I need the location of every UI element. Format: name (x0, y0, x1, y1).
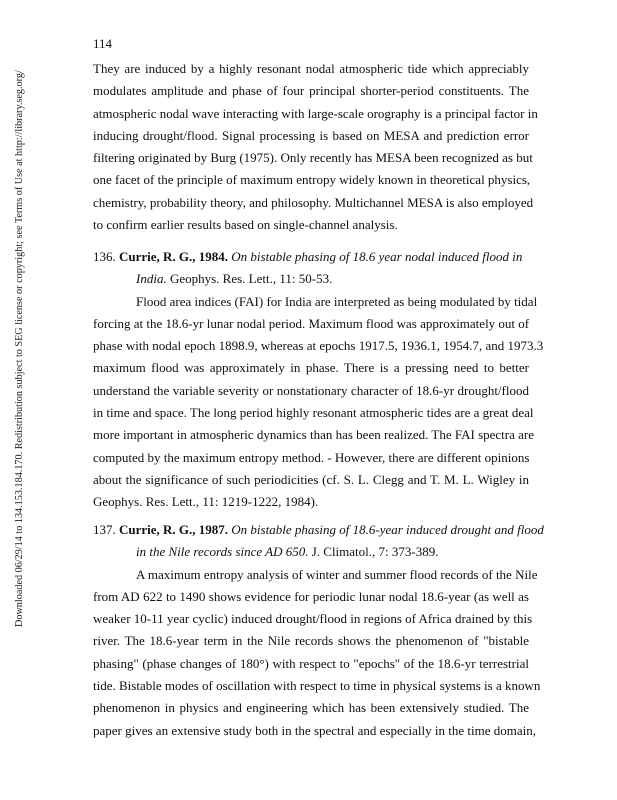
bibliography-entry-136 (93, 246, 544, 514)
entry-citation: J. Climatol., 7: 373-389. (311, 544, 439, 560)
entry-author: Currie, R. G., 1984. (119, 249, 229, 264)
entry-citation: Geophys. Res. Lett., 11: 50-53. (169, 271, 333, 287)
text-line: in time and space. The long period highly resonant atmospheric tides are a great deal (93, 405, 534, 421)
text-line: paper gives an extensive study both in the spectral and especially in the time domain, (93, 722, 536, 738)
entry-number: 137. (93, 522, 116, 537)
entry-heading (93, 519, 544, 541)
text-line: weaker 10-11 year cyclic) induced drought/flood in regions of Africa drained by this (93, 611, 533, 627)
text-line: phenomenon in physics and engineering which has been extensively studied. The (93, 700, 529, 716)
text-line: maximum flood was approximately in phase. There is a pressing need to better (93, 360, 529, 376)
text-line: from AD 622 to 1490 shows evidence for periodic lunar nodal 18.6-year (as well as (93, 588, 529, 604)
text-line: about the significance of such periodicities (cf. S. L. Clegg and T. M. L. Wigley in (93, 471, 529, 487)
bibliography-entry-137 (93, 519, 544, 742)
text-line: river. The 18.6-year term in the Nile records shows the phenomenon of "bistable (93, 633, 529, 649)
text-line: tide. Bistable modes of oscillation with respect to time in physical systems is a known (93, 678, 541, 694)
text-line: understand the variable severity or nonstationary character of 18.6-yr drought/flood (93, 382, 529, 398)
text-line: Geophys. Res. Lett., 11: 1219-1222, 1984). (93, 494, 319, 510)
text-line: to confirm earlier results based on single-channel analysis. (93, 217, 398, 233)
text-line: atmospheric nodal wave interacting with large-scale orography is a principal factor in (93, 105, 538, 121)
text-line: modulates amplitude and phase of four principal shorter-period constituents. The (93, 83, 529, 99)
text-line: They are induced by a highly resonant nodal atmospheric tide which appreciably (93, 61, 529, 76)
text-line: phasing" (phase changes of 180°) with respect to "epochs" of the 18.6-yr terrestrial (93, 655, 529, 671)
download-notice-sidebar: Downloaded 06/29/14 to 134.153.184.170. Redistribution subject to SEG license or copyright; see Terms of Use at http://library.seg.org/ (14, 70, 25, 627)
entry-title: On bistable phasing of 18.6-year induced drought and flood (231, 522, 544, 537)
text-line: phase with nodal epoch 1898.9, whereas at epochs 1917.5, 1936.1, 1954.7, and 1973.3 (93, 338, 544, 354)
text-line: forcing at the 18.6-yr lunar nodal period. Maximum flood was approximately out of (93, 315, 530, 331)
entry-heading-continued (93, 541, 529, 563)
entry-number: 136. (93, 249, 116, 264)
text-line: more important in atmospheric dynamics than has been realized. The FAI spectra are (93, 427, 534, 443)
entry-title: On bistable phasing of 18.6 year nodal induced flood in (231, 249, 523, 264)
entry-title-continued: in the Nile records since AD 650. (136, 544, 309, 560)
entry-author: Currie, R. G., 1987. (119, 522, 229, 537)
text-line: filtering originated by Burg (1975). Only recently has MESA been recognized as but (93, 150, 533, 166)
text-line: A maximum entropy analysis of winter and summer flood records of the Nile (136, 566, 538, 582)
text-line: inducing drought/flood. Signal processing is based on MESA and prediction error (93, 127, 529, 143)
page-number: 114 (93, 36, 113, 51)
text-line: one facet of the principle of maximum entropy widely known in theoretical physics, (93, 172, 531, 188)
text-line: chemistry, probability theory, and philosophy. Multichannel MESA is also employed (93, 194, 534, 210)
text-line: computed by the maximum entropy method. - However, there are different opinions (93, 449, 530, 465)
intro-paragraph (93, 58, 538, 236)
text-line: Flood area indices (FAI) for India are interpreted as being modulated by tidal (136, 293, 538, 309)
entry-title-continued: India. (136, 271, 167, 287)
entry-heading-continued (93, 268, 529, 290)
entry-heading (93, 246, 529, 268)
